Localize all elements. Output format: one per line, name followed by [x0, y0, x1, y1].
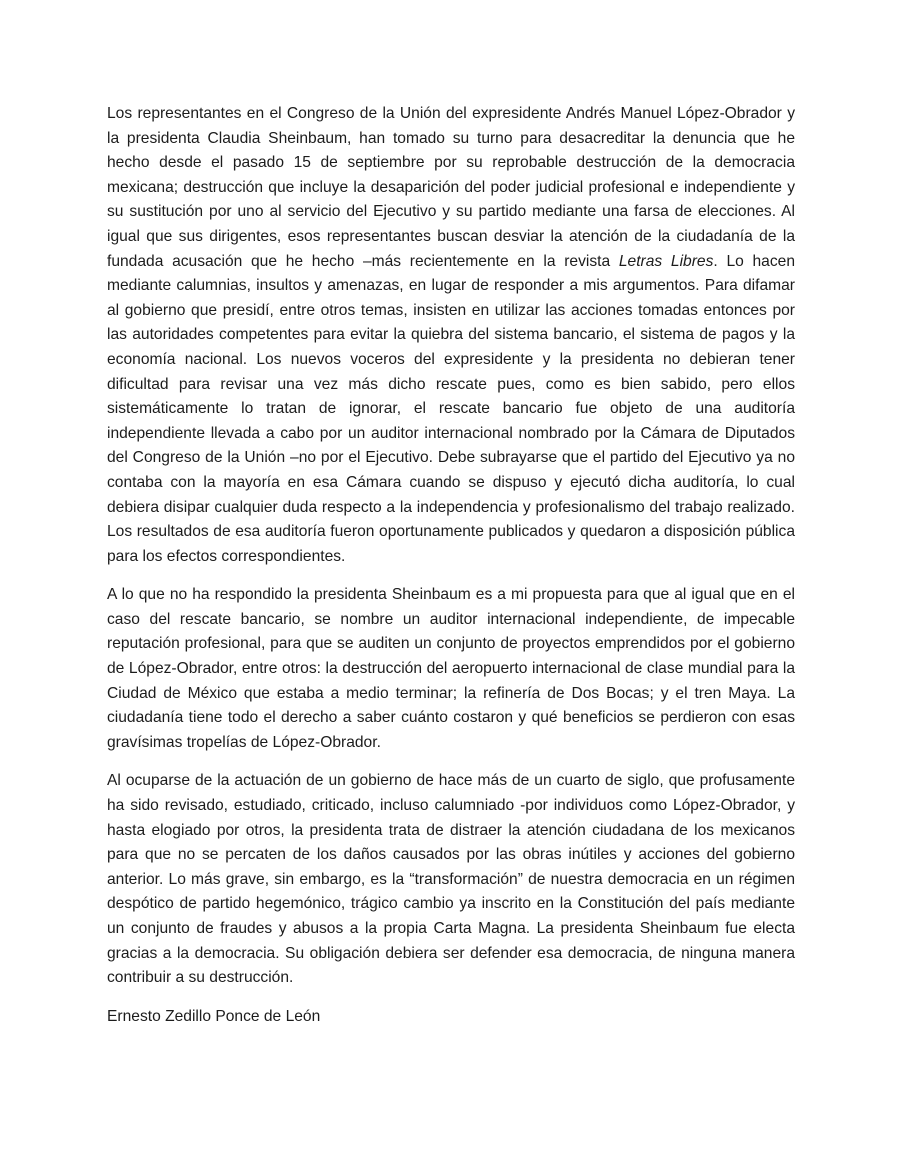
signature: Ernesto Zedillo Ponce de León [107, 1007, 321, 1025]
paragraph-1-text-after: . Lo hacen mediante calumnias, insultos y amenazas, en lugar de responder a mis argumentos. Para difamar al gobierno que presidí, entre otros temas, insisten en utilizar las acciones tomadas entonces por las autoridades competentes para evitar la quiebra del sistema bancario, el sistema de pagos y la economía nacional. Los nuevos voceros del expresidente y la presidenta no debieran tener dificultad para revisar una vez más dicho rescate pues, como es bien sabido, pero ellos sistemáticamente lo tratan de ignorar, el rescate bancario fue objeto de una auditoría independiente llevada a cabo por un auditor internacional nombrado por la Cámara de Diputados del Congreso de la Unión –no por el Ejecutivo. Debe subrayarse que el partido del Ejecutivo ya no contaba con la mayoría en esa Cámara cuando se dispuso y ejecutó dicha auditoría, lo cual debiera disipar cualquier duda respecto a la independencia y profesionalismo del trabajo realizado. Los resultados de esa auditoría fueron oportunamente publicados y quedaron a disposición pública para los efectos correspondientes. [107, 252, 795, 565]
magazine-title: Letras Libres [618, 252, 714, 270]
paragraph-3: Al ocuparse de la actuación de un gobierno de hace más de un cuarto de siglo, que profusamente ha sido revisado, estudiado, criticado, incluso calumniado -por individuos como López-Obrador, y hasta elogiado por otros, la presidenta trata de distraer la atención ciudadana de los mexicanos para que no se percaten de los daños causados por las obras inútiles y acciones del gobierno anterior. Lo más grave, sin embargo, es la “transformación” de nuestra democracia en un régimen despótico de partido hegemónico, trágico cambio ya inscrito en la Constitución del país mediante un conjunto de fraudes y abusos a la propia Carta Magna. La presidenta Sheinbaum fue electa gracias a la democracia. Su obligación debiera ser defender esa democracia, de ninguna manera contribuir a su destrucción. [107, 772, 795, 987]
paragraph-1 [107, 102, 795, 569]
paragraph-1-text-before: Los representantes en el Congreso de la Unión del expresidente Andrés Manuel López-Obrador y la presidenta Claudia Sheinbaum, han tomado su turno para desacreditar la denuncia que he hecho desde el pasado 15 de septiembre por su reprobable destrucción de la democracia mexicana; destrucción que incluye la desaparición del poder judicial profesional e independiente y su sustitución por uno al servicio del Ejecutivo y su partido mediante una farsa de elecciones. Al igual que sus dirigentes, esos representantes buscan desviar la atención de la ciudadanía de la fundada acusación que he hecho –más recientemente en la revista [107, 105, 795, 270]
letter-body [107, 102, 795, 1029]
paragraph-2: A lo que no ha respondido la presidenta Sheinbaum es a mi propuesta para que al igual que en el caso del rescate bancario, se nombre un auditor internacional independiente, de impecable reputación profesional, para que se auditen un conjunto de proyectos emprendidos por el gobierno de López-Obrador, entre otros: la destrucción del aeropuerto internacional de clase mundial para la Ciudad de México que estaba a medio terminar; la refinería de Dos Bocas; y el tren Maya. La ciudadanía tiene todo el derecho a saber cuánto costaron y qué beneficios se perdieron con esas gravísimas tropelías de López-Obrador. [107, 586, 795, 751]
